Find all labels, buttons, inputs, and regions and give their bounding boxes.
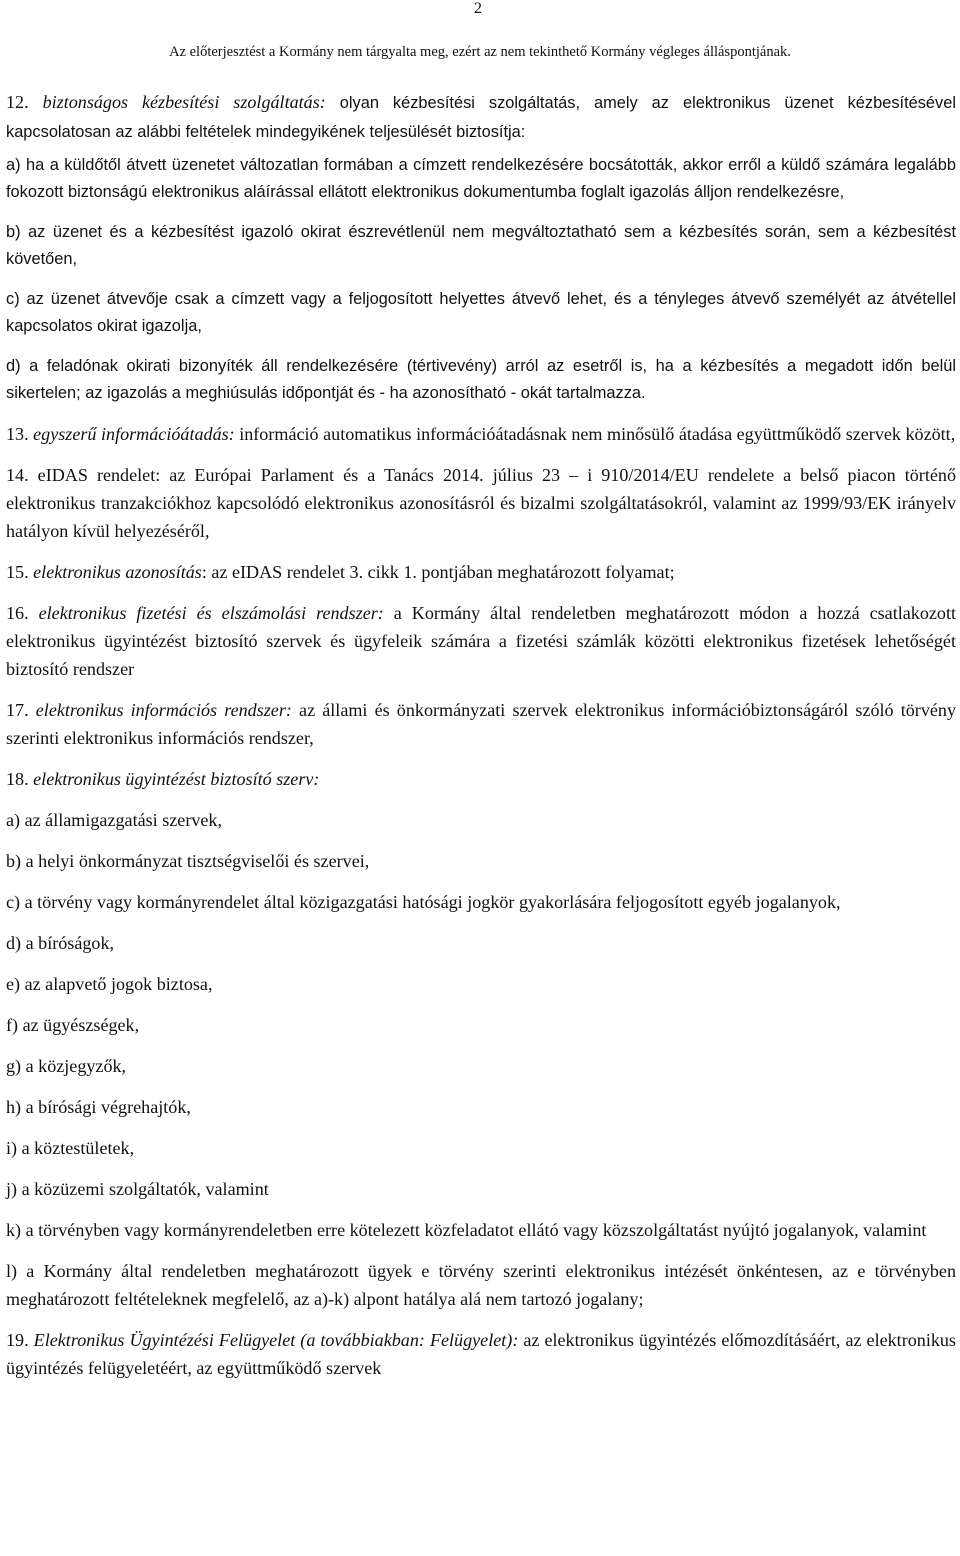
definition-text: olyan kézbesítési szolgáltatás, amely az elektronikus üzenet kézbesítésével kapcsolatosan az alábbi feltételek mindegyikének teljesülését biztosítja: (6, 94, 957, 141)
definition-term: elektronikus azonosítás (33, 562, 202, 582)
definition-term: Elektronikus Ügyintézési Felügyelet (a továbbiakban: Felügyelet): (33, 1330, 519, 1350)
definition-number: 12. (6, 92, 29, 112)
definition-15 (6, 558, 956, 586)
page-number: 2 (474, 0, 482, 17)
definition-number: 19. (6, 1330, 29, 1350)
definition-18 (6, 765, 956, 793)
definition-term: elektronikus ügyintézést biztosító szerv: (33, 769, 320, 789)
definition-12-item-d: d) a feladónak okirati bizonyíték áll rendelkezésére (tértivevény) arról az esetről is, ha a kézbesítés a megadott időn belül sikertelen; az igazolás a meghiúsulás időpontját és - ha azonosítható - okát tartalmazza. (6, 357, 956, 402)
list-item: h) a bírósági végrehajtók, (6, 1097, 191, 1117)
definition-12 (6, 88, 956, 146)
list-item: l) a Kormány által rendeletben meghatározott ügyek e törvény szerinti elektronikus intézését önkéntesen, az e törvényben meghatározott feltételeknek megfelelő, az a)-k) alpont hatálya alá nem tartozó jogalany; (6, 1261, 956, 1309)
definition-16 (6, 599, 956, 683)
definition-term: elektronikus információs rendszer: (35, 700, 292, 720)
definition-13 (6, 420, 956, 448)
definition-12-item-c: c) az üzenet átvevője csak a címzett vagy a feljogosított helyettes átvevő lehet, és a tényleges átvevő személyét az átvétellel kapcsolatos okirat igazolja, (6, 290, 956, 335)
definition-number: 15. (6, 562, 29, 582)
definition-12-item-b: b) az üzenet és a kézbesítést igazoló okirat észrevétlenül nem megváltoztatható sem a kézbesítés során, sem a kézbesítést követően, (6, 223, 956, 268)
definition-14: 14. eIDAS rendelet: az Európai Parlament és a Tanács 2014. július 23 – i 910/2014/EU rendelete a belső piacon történő elektronikus tranzakciókhoz kapcsolódó elektronikus azonosításról és bizalmi szolgáltatásokról, valamint az 1999/93/EK irányelv hatályon kívül helyezéséről, (6, 465, 956, 541)
definition-number: 13. (6, 424, 29, 444)
list-item: j) a közüzemi szolgáltatók, valamint (6, 1179, 269, 1199)
definition-term: egyszerű információátadás: (33, 424, 235, 444)
definition-17 (6, 696, 956, 752)
definition-text: az állami és önkormányzati szervek elektronikus információbiztonságáról szóló törvény szerinti elektronikus információs rendszer, (6, 700, 956, 748)
list-item: f) az ügyészségek, (6, 1015, 140, 1035)
list-item: d) a bíróságok, (6, 933, 115, 953)
header-note: Az előterjesztést a Kormány nem tárgyalta meg, ezért az nem tekinthető Kormány végleges álláspontjának. (169, 44, 791, 60)
definition-number: 17. (6, 700, 29, 720)
document-body (6, 88, 956, 1395)
list-item: c) a törvény vagy kormányrendelet által közigazgatási hatósági jogkör gyakorlására feljogosított egyéb jogalanyok, (6, 892, 841, 912)
list-item: a) az államigazgatási szervek, (6, 810, 222, 830)
definition-text: az elektronikus ügyintézés előmozdításáért, az elektronikus ügyintézés felügyeletéért, az együttműködő szervek (6, 1330, 956, 1378)
definition-number: 18. (6, 769, 29, 789)
definition-text: a Kormány által rendeletben meghatározott módon a hozzá csatlakozott elektronikus ügyintézést biztosító szervek és ügyfeleik számára a fizetési számlák közötti elektronikus fizetések lehetőségét biztosító rendszer (6, 603, 957, 679)
list-item: g) a közjegyzők, (6, 1056, 127, 1076)
definition-text: információ automatikus információátadásnak nem minősülő átadása együttműködő szervek között, (234, 424, 956, 444)
definition-text: : az eIDAS rendelet 3. cikk 1. pontjában meghatározott folyamat; (201, 562, 675, 582)
list-item: k) a törvényben vagy kormányrendeletben erre kötelezett közfeladatot ellátó vagy közszolgáltatást nyújtó jogalanyok, valamint (6, 1220, 927, 1240)
definition-term: elektronikus fizetési és elszámolási rendszer: (38, 603, 384, 623)
definition-term: biztonságos kézbesítési szolgáltatás: (42, 92, 326, 112)
definition-number: 16. (6, 603, 29, 623)
list-item: i) a köztestületek, (6, 1138, 135, 1158)
definition-19 (6, 1326, 956, 1382)
definition-12-item-a: a) ha a küldőtől átvett üzenetet változatlan formában a címzett rendelkezésére bocsátották, akkor erről a küldő számára legalább fokozott biztonságú elektronikus aláírással ellátott elektronikus dokumentumba foglalt igazolás álljon rendelkezésre, (6, 156, 956, 201)
list-item: e) az alapvető jogok biztosa, (6, 974, 213, 994)
list-item: b) a helyi önkormányzat tisztségviselői és szervei, (6, 851, 370, 871)
